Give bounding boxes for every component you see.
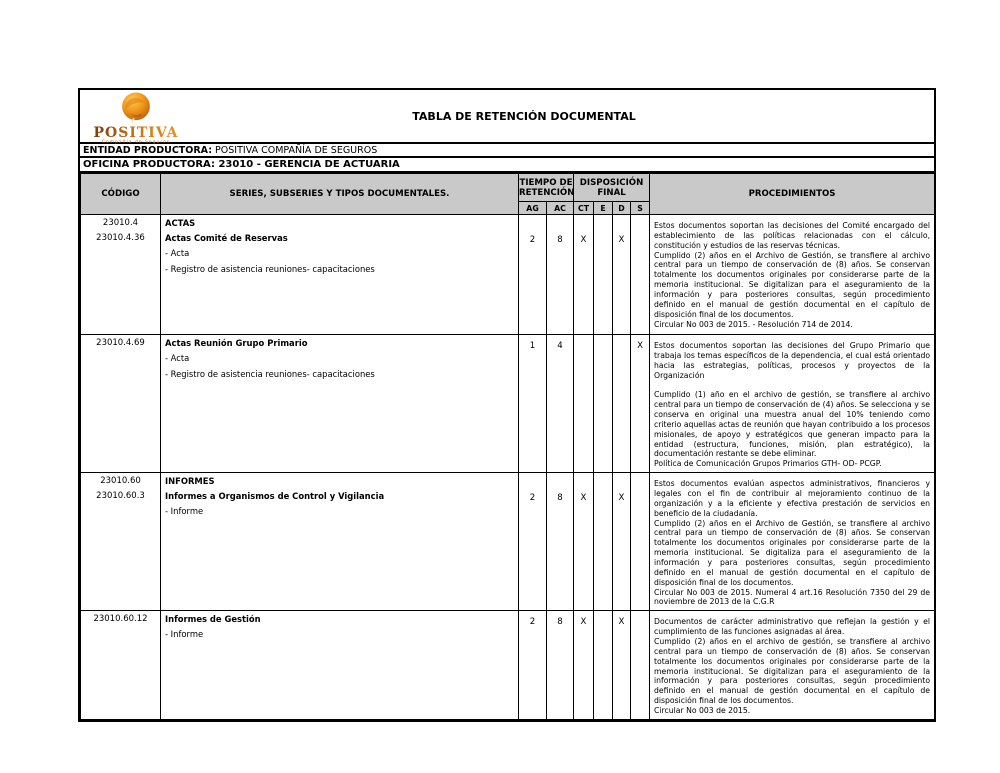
codigo-value: 23010.4.36 <box>96 232 145 243</box>
codigo-value: 23010.60 <box>100 476 141 487</box>
ag-value-cell: 2 <box>519 473 547 611</box>
ct-mark-cell <box>574 335 594 473</box>
entidad-productora-value: POSITIVA COMPAÑÍA DE SEGUROS <box>215 145 378 156</box>
oficina-productora-row <box>80 158 934 173</box>
procedimiento-paragraph: Documentos de carácter administrativo que reflejan la gestión y el cumplimiento de las funciones asignadas al área. <box>654 617 931 637</box>
col-header-ct: CT <box>574 202 594 215</box>
codigo-value: 23010.4 <box>102 218 139 228</box>
s-mark-cell <box>631 611 650 720</box>
col-header-disposicion-final: DISPOSICIÓN FINAL <box>574 174 650 202</box>
series-cell <box>161 335 519 473</box>
series-title: Informes de Gestión <box>165 614 261 625</box>
col-header-procedimientos: PROCEDIMIENTOS <box>650 174 935 215</box>
procedimientos-cell <box>650 335 935 473</box>
codigo-value: 23010.60.12 <box>93 614 148 625</box>
ac-value-cell: 8 <box>547 611 574 720</box>
series-title: Informes a Organismos de Control y Vigilancia <box>165 491 385 502</box>
procedimiento-paragraph: Cumplido (2) años en el Archivo de Gestión, se transfiere al archivo central para un tiempo de conservación de (8) años. Se conservan totalmente los documentos originales por considerarse parte de la memoria institucional. Se digitalizan para el aseguramiento de la información y para posteriores consultas, según procedimiento definido en el manual de gestión documental en el capítulo de disposición final de los documentos. <box>654 250 931 319</box>
ac-value-cell: 8 <box>547 473 574 611</box>
procedimiento-paragraph: Circular No 003 de 2015. Numeral 4 art.16 Resolución 7350 del 29 de noviembre de 2013 de la C.G.R <box>654 587 931 607</box>
procedimientos-cell <box>650 215 935 335</box>
procedimientos-cell <box>650 473 935 611</box>
page-title: TABLA DE RETENCIÓN DOCUMENTAL <box>412 109 636 123</box>
entidad-productora-row <box>80 144 934 158</box>
oficina-productora-value: 23010 - GERENCIA DE ACTUARIA <box>218 159 400 170</box>
procedimiento-paragraph: Circular No 003 de 2015. <box>654 706 751 716</box>
codigo-value: 23010.4.69 <box>96 338 145 348</box>
ag-value-cell: 2 <box>519 215 547 335</box>
d-mark-cell <box>613 335 631 473</box>
codigo-cell <box>81 335 161 473</box>
ac-value-cell: 8 <box>547 215 574 335</box>
procedimiento-paragraph: Circular No 003 de 2015. - Resolución 714 de 2014. <box>654 319 853 329</box>
series-title: Actas Reunión Grupo Primario <box>165 338 308 348</box>
table-row <box>81 611 935 720</box>
entidad-productora-label: ENTIDAD PRODUCTORA: <box>83 145 213 156</box>
series-item: - Informe <box>165 505 204 516</box>
s-mark-cell <box>631 215 650 335</box>
codigo-cell <box>81 611 161 720</box>
ag-value-cell: 2 <box>519 611 547 720</box>
retention-table <box>80 173 935 720</box>
series-title: Actas Comité de Reservas <box>165 232 288 243</box>
series-cell <box>161 473 519 611</box>
oficina-productora-label: OFICINA PRODUCTORA: <box>83 159 215 170</box>
document-header <box>80 90 934 144</box>
s-mark-cell: X <box>631 335 650 473</box>
ct-mark-cell: X <box>574 611 594 720</box>
series-cell <box>161 215 519 335</box>
series-cell <box>161 611 519 720</box>
col-header-d: D <box>613 202 631 215</box>
e-mark-cell <box>594 335 613 473</box>
procedimiento-paragraph: Cumplido (2) años en el archivo de gestión, se transfiere al archivo central para un tiempo de conservación de (8) años. Se conservan totalmente los documentos originales por considerarse parte de la memoria institucional. Se digitalizan para el aseguramiento de la información y para posteriores consultas, según procedimiento definido en el manual de gestión documental en el capítulo de disposición final de los documentos. <box>654 637 931 706</box>
col-header-s: S <box>631 202 650 215</box>
series-title: ACTAS <box>165 218 196 228</box>
codigo-cell <box>81 215 161 335</box>
series-item: - Acta <box>165 247 190 258</box>
procedimiento-paragraph: Estos documentos evalúan aspectos administrativos, financieros y legales con el fin de contribuir al mejoramiento continuo de la organización y a la eficiente y efectiva prestación de servicios en beneficio de la ciudadanía. <box>654 479 931 518</box>
table-row <box>81 215 935 335</box>
ct-mark-cell: X <box>574 473 594 611</box>
d-mark-cell: X <box>613 473 631 611</box>
codigo-value: 23010.60.3 <box>96 490 145 501</box>
codigo-cell <box>81 473 161 611</box>
retention-table-document <box>78 88 936 722</box>
procedimiento-paragraph: Estos documentos soportan las decisiones del Comité encargado del establecimiento de las políticas relacionadas con el cálculo, constitución y estudios de las reservas técnicas. <box>654 221 931 250</box>
series-item: - Registro de asistencia reuniones- capacitaciones <box>165 368 375 379</box>
procedimiento-paragraph: Política de Comunicación Grupos Primarios GTH- OD- PCGP. <box>654 459 882 469</box>
table-row <box>81 473 935 611</box>
ag-value-cell: 1 <box>519 335 547 473</box>
col-header-e: E <box>594 202 613 215</box>
series-item: - Acta <box>165 352 190 363</box>
e-mark-cell <box>594 215 613 335</box>
col-header-series: SERIES, SUBSERIES Y TIPOS DOCUMENTALES. <box>161 174 519 215</box>
e-mark-cell <box>594 473 613 611</box>
positiva-logo-subtitle: Compañía de Seguros <box>101 140 171 145</box>
d-mark-cell: X <box>613 215 631 335</box>
col-header-ag: AG <box>519 202 547 215</box>
procedimiento-paragraph: Cumplido (1) año en el archivo de gestión, se transfiere al archivo central para un tiempo de conservación de (4) años. Se selecciona y se conserva en original una muestra anual del 10% teniendo como criterio aquellas actas de reunión que hayan contribuido a los procesos misionales, de apoyo y estratégicos que generan impacto para la entidad (estructura, funciones, misión, plan estratégico), la documentación restante se debe eliminar. <box>654 390 931 459</box>
s-mark-cell <box>631 473 650 611</box>
positiva-sphere-icon <box>118 92 154 126</box>
procedimiento-paragraph <box>654 380 930 390</box>
positiva-logo <box>80 90 192 145</box>
series-item: - Registro de asistencia reuniones- capacitaciones <box>165 263 375 274</box>
series-title: INFORMES <box>165 476 215 487</box>
procedimiento-paragraph: Cumplido (2) años en el Archivo de Gestión, se transfiere al archivo central para un tiempo de conservación de (8) años. Se conservan totalmente los documentos originales por considerarse parte de la memoria institucional. Se digitaliza para el aseguramiento de la información y para posteriores consultas, según procedimiento definido en el manual de gestión documental en el capítulo de disposición final de los documentos. <box>654 518 931 587</box>
procedimientos-cell <box>650 611 935 720</box>
e-mark-cell <box>594 611 613 720</box>
table-row <box>81 335 935 473</box>
ct-mark-cell: X <box>574 215 594 335</box>
col-header-codigo: CÓDIGO <box>81 174 161 215</box>
positiva-logo-text: POSITIVA <box>93 125 179 141</box>
ac-value-cell: 4 <box>547 335 574 473</box>
procedimiento-paragraph: Estos documentos soportan las decisiones del Grupo Primario que trabaja los temas específicos de la dependencia, el cual está orientado hacia las estrategias, políticas, procesos y proyectos de la Organización <box>654 341 931 380</box>
series-item: - Informe <box>165 629 204 640</box>
d-mark-cell: X <box>613 611 631 720</box>
col-header-tiempo-retencion: TIEMPO DE RETENCIÓN <box>519 174 574 202</box>
col-header-ac: AC <box>547 202 574 215</box>
